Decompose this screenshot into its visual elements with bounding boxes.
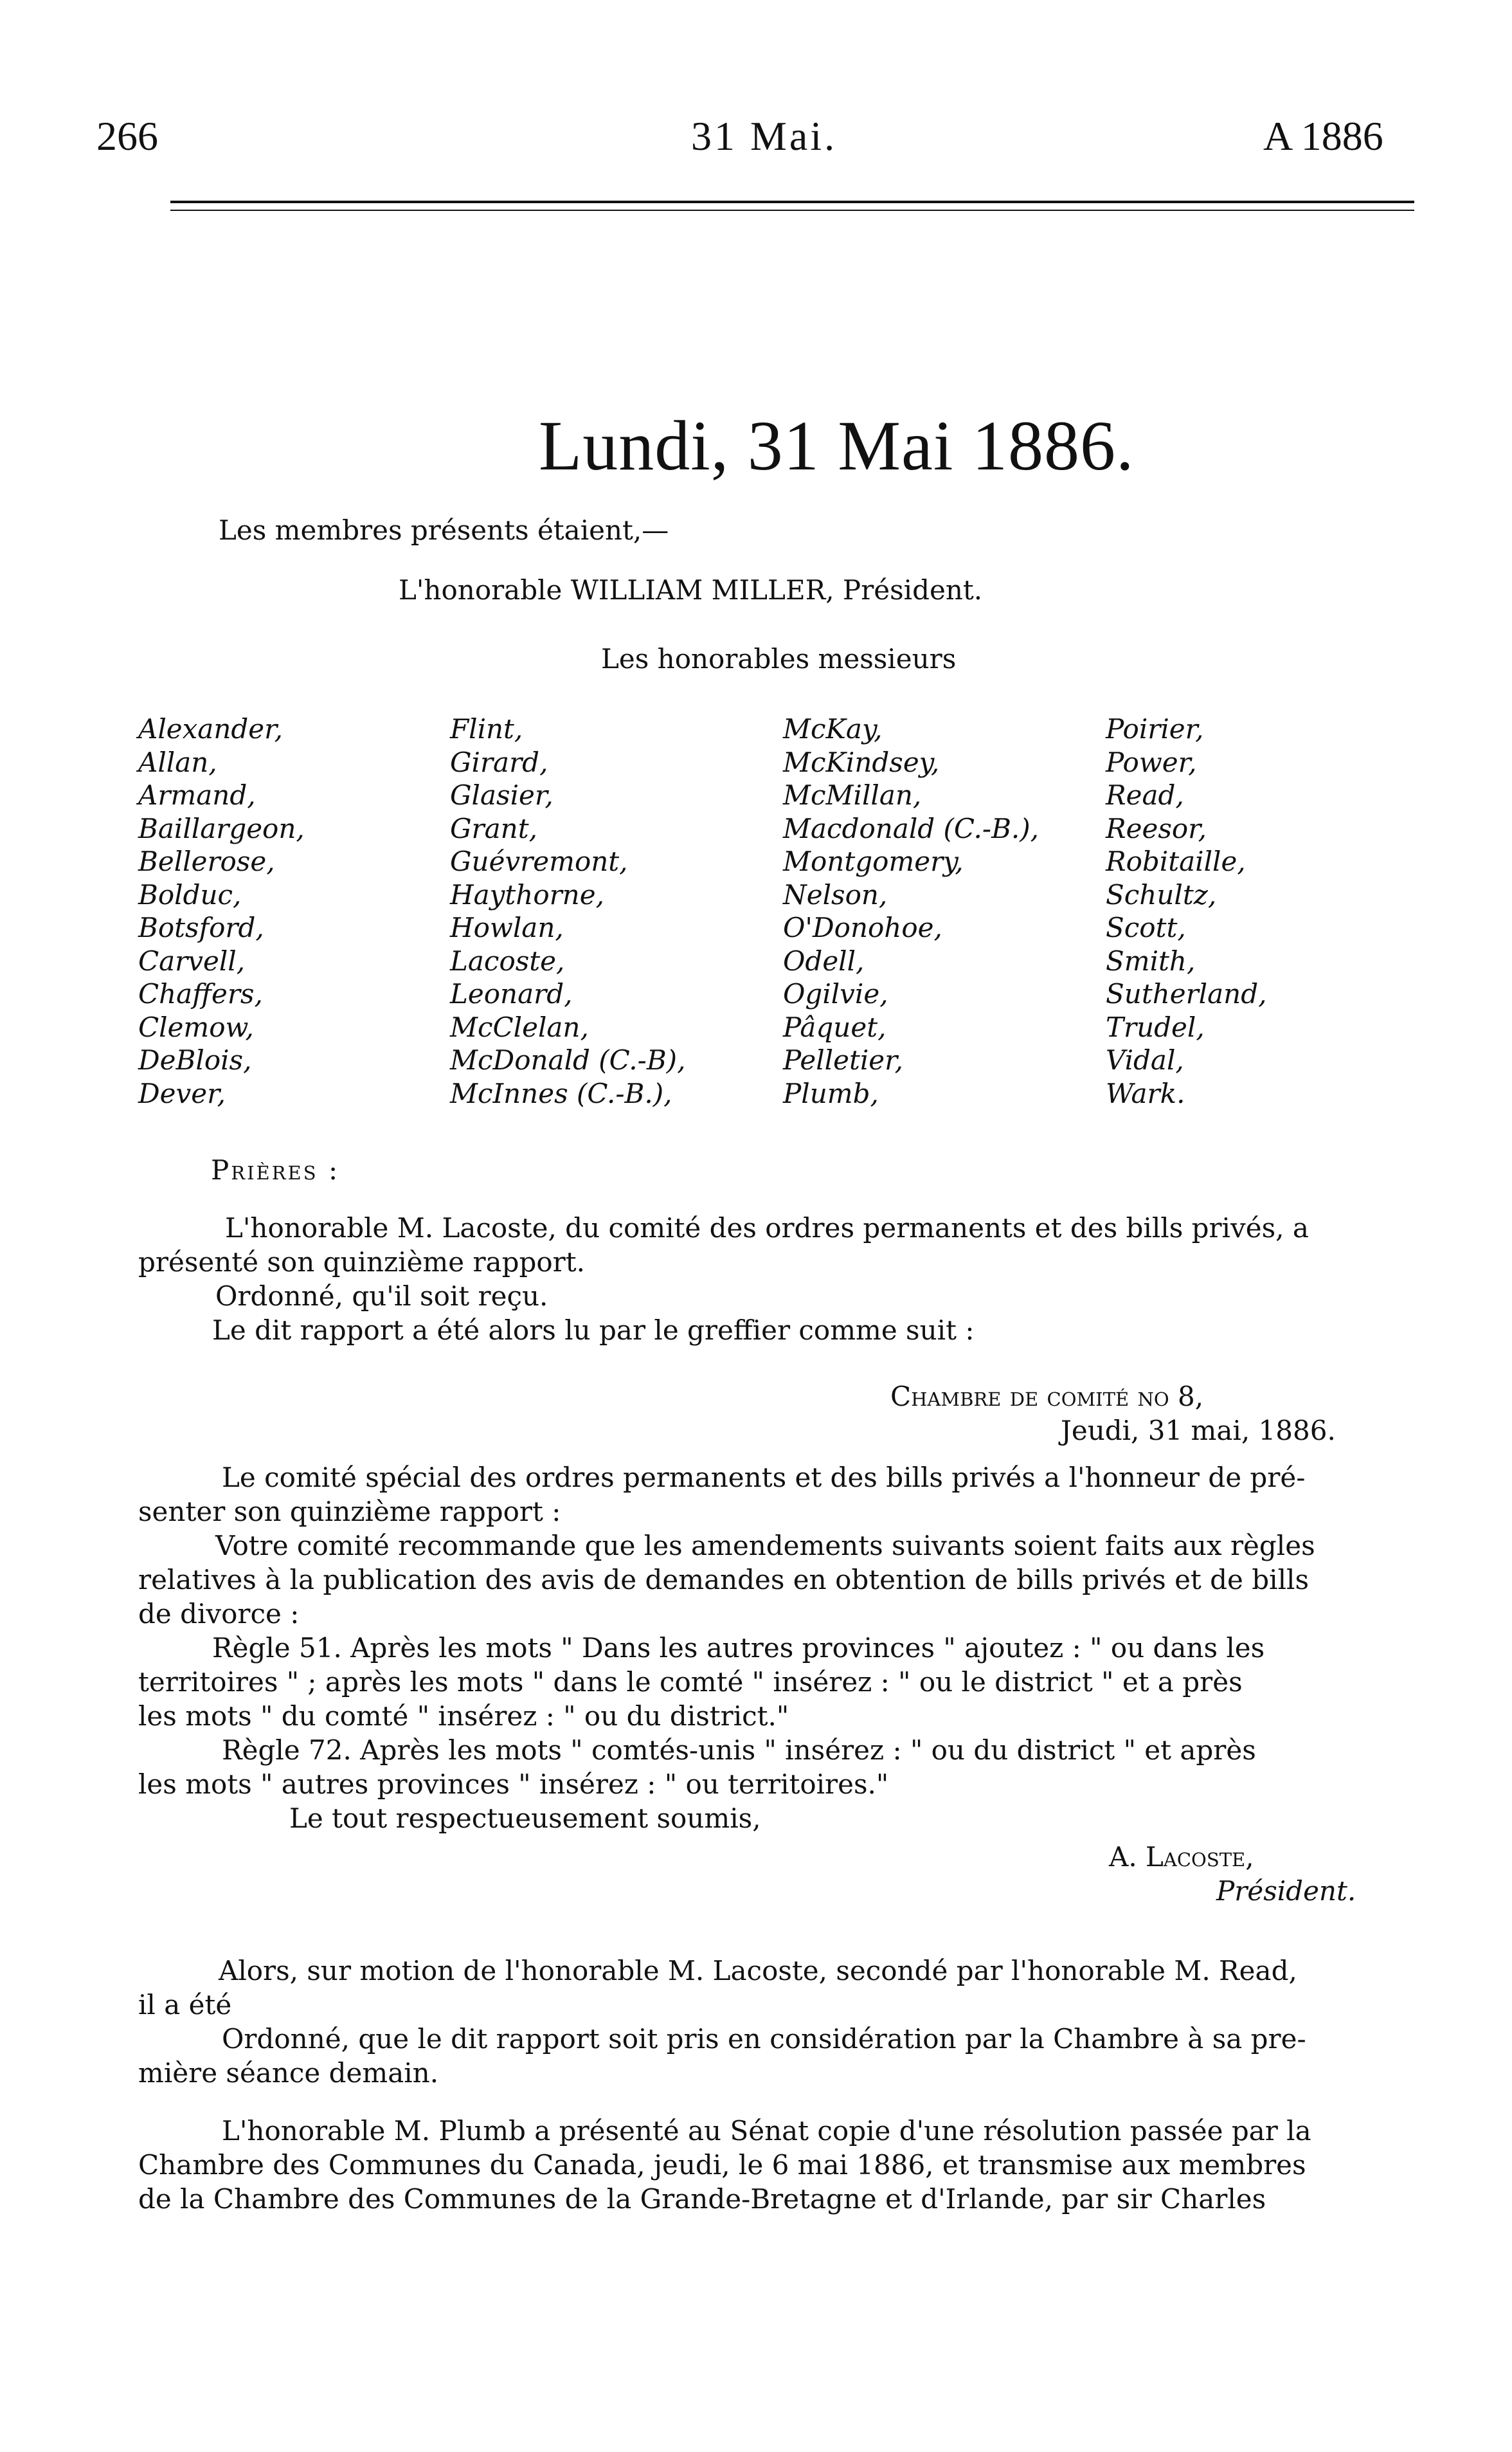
report-para-4-line-1: Règle 72. Après les mots " comtés-unis " insérez : " ou du district " et après: [222, 1734, 1256, 1766]
senator-name: Sutherland,: [1106, 978, 1267, 1010]
senator-name: Leonard,: [450, 978, 573, 1010]
senators-column-2: [450, 713, 685, 1110]
motion-para-3-line-2: Chambre des Communes du Canada, jeudi, le 6 mai 1886, et transmise aux membres: [138, 2149, 1306, 2181]
senator-name: McInnes (C.-B.),: [450, 1077, 672, 1109]
senator-name: Robitaille,: [1106, 846, 1246, 877]
signature-title: Président.: [1216, 1875, 1356, 1907]
senator-name: Read,: [1106, 779, 1184, 811]
senator-name: Reesor,: [1106, 812, 1207, 844]
header-rule-bottom: [170, 210, 1414, 211]
senator-name: Bolduc,: [138, 878, 242, 911]
motion-para-1-line-1: Alors, sur motion de l'honorable M. Lacoste, secondé par l'honorable M. Read,: [219, 1955, 1297, 1986]
senator-name: Botsford,: [138, 912, 264, 943]
senator-name: Smith,: [1106, 945, 1196, 977]
header-rule-top: [170, 201, 1414, 203]
report-para-2-line-2: relatives à la publication des avis de demandes en obtention de bills privés et de bills: [138, 1564, 1309, 1595]
report-para-1-line-1: Le comité spécial des ordres permanents et des bills privés a l'honneur de pré-: [222, 1462, 1306, 1493]
running-date: 31 Mai.: [691, 113, 838, 159]
prieres-heading: Prières :: [211, 1154, 340, 1186]
senator-name: McKay,: [783, 713, 883, 745]
motion-para-1-line-2: il a été: [138, 1989, 232, 2021]
signature-name: A. Lacoste,: [1109, 1841, 1254, 1873]
senator-name: Carvell,: [138, 945, 246, 977]
senator-name: Macdonald (C.-B.),: [783, 812, 1040, 844]
senator-name: Grant,: [450, 812, 537, 844]
senator-name: Glasier,: [450, 779, 554, 811]
senator-name: Alexander,: [138, 713, 283, 745]
senator-name: Haythorne,: [450, 878, 604, 911]
para-2: Ordonné, qu'il soit reçu.: [215, 1280, 548, 1312]
senators-column-4: [1106, 713, 1266, 1110]
senator-name: Schultz,: [1106, 878, 1217, 911]
senator-name: Girard,: [450, 746, 548, 778]
report-para-3-line-1: Règle 51. Après les mots " Dans les autres provinces " ajoutez : " ou dans les: [212, 1632, 1265, 1664]
para-3: Le dit rapport a été alors lu par le greffier comme suit :: [212, 1314, 975, 1346]
report-para-2-line-1: Votre comité recommande que les amendements suivants soient faits aux règles: [215, 1530, 1315, 1561]
senator-name: Wark.: [1106, 1077, 1185, 1109]
senator-name: Chaffers,: [138, 978, 263, 1010]
senator-name: Ogilvie,: [783, 978, 888, 1010]
senator-name: Power,: [1106, 746, 1197, 778]
senator-name: Plumb,: [783, 1077, 879, 1109]
senators-column-3: [783, 713, 1039, 1110]
motion-para-3-line-1: L'honorable M. Plumb a présenté au Sénat copie d'une résolution passée par la: [222, 2115, 1311, 2147]
page-title: Lundi, 31 Mai 1886.: [539, 406, 1135, 485]
senator-name: Lacoste,: [450, 945, 565, 977]
senator-name: Pâquet,: [783, 1011, 887, 1043]
senator-name: Scott,: [1106, 912, 1186, 943]
senator-name: Bellerose,: [138, 846, 275, 877]
president-line: L'honorable WILLIAM MILLER, Président.: [399, 574, 983, 606]
senator-name: Trudel,: [1106, 1011, 1205, 1043]
senator-name: Guévremont,: [450, 846, 628, 877]
motion-para-2-line-2: mière séance demain.: [138, 2057, 439, 2089]
senator-name: Pelletier,: [783, 1044, 903, 1076]
senators-heading: Les honorables messieurs: [601, 643, 957, 675]
senator-name: McDonald (C.-B),: [450, 1044, 686, 1076]
report-para-4-line-2: les mots " autres provinces " insérez : " ou territoires.": [138, 1768, 889, 1800]
report-para-3-line-3: les mots " du comté " insérez : " ou du district.": [138, 1700, 789, 1732]
senator-name: McKindsey,: [783, 746, 940, 778]
senator-name: McMillan,: [783, 779, 922, 811]
senator-name: Odell,: [783, 945, 865, 977]
report-para-2-line-3: de divorce :: [138, 1598, 300, 1630]
report-para-3-line-2: territoires " ; après les mots " dans le comté " insérez : " ou le district " et a près: [138, 1666, 1243, 1698]
present-intro: Les membres présents étaient,—: [219, 514, 669, 546]
senator-name: O'Donohoe,: [783, 912, 942, 943]
motion-para-3-line-3: de la Chambre des Communes de la Grande-Bretagne et d'Irlande, par sir Charles: [138, 2183, 1266, 2215]
senator-name: Poirier,: [1106, 713, 1204, 745]
senator-name: Howlan,: [450, 912, 564, 943]
motion-para-2-line-1: Ordonné, que le dit rapport soit pris en considération par la Chambre à sa pre-: [222, 2023, 1306, 2055]
senator-name: Nelson,: [783, 878, 888, 911]
page-number: 266: [96, 113, 158, 159]
senator-name: Armand,: [138, 779, 256, 811]
senator-name: DeBlois,: [138, 1044, 252, 1076]
senator-name: Allan,: [138, 746, 217, 778]
report-para-1-line-2: senter son quinzième rapport :: [138, 1496, 561, 1527]
report-place: Chambre de comité no 8,: [890, 1381, 1204, 1412]
senator-name: Montgomery,: [783, 846, 964, 877]
senators-column-1: [138, 713, 305, 1110]
senator-name: Clemow,: [138, 1011, 254, 1043]
senator-name: Baillargeon,: [138, 812, 305, 844]
para-1-line-1: L'honorable M. Lacoste, du comité des ordres permanents et des bills privés, a: [225, 1212, 1309, 1244]
senator-name: Dever,: [138, 1077, 226, 1109]
report-para-5: Le tout respectueusement soumis,: [289, 1803, 761, 1834]
senator-name: Flint,: [450, 713, 523, 745]
senator-name: Vidal,: [1106, 1044, 1184, 1076]
report-date: Jeudi, 31 mai, 1886.: [1061, 1415, 1336, 1446]
running-year: A 1886: [1263, 113, 1383, 159]
para-1-line-2: présenté son quinzième rapport.: [138, 1246, 585, 1278]
senator-name: McClelan,: [450, 1011, 589, 1043]
